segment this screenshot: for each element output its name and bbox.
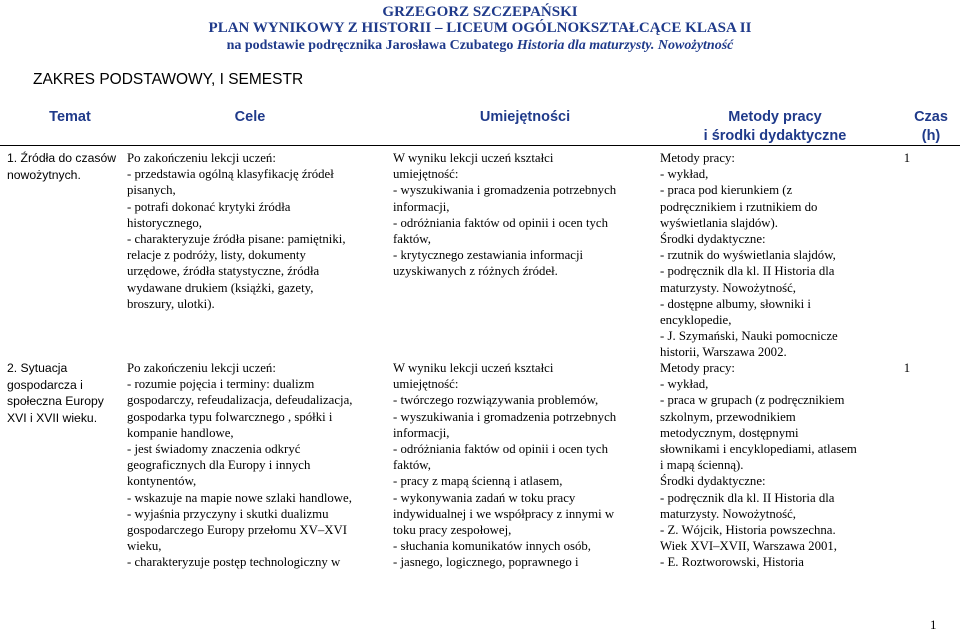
- cell-line: Środki dydaktyczne:: [660, 231, 766, 246]
- cell-line: - wskazuje na mapie nowe szlaki handlowe,: [127, 490, 352, 505]
- cell-line: Wiek XVI–XVII, Warszawa 2001,: [660, 539, 837, 554]
- cell-line: maturzysty. Nowożytność,: [660, 506, 796, 521]
- cell-line: Po zakończeniu lekcji uczeń:: [127, 151, 276, 165]
- cell-line: uzyskiwanych z różnych źródeł.: [393, 264, 558, 279]
- cell-metody: [660, 360, 890, 570]
- cell-czas: [897, 150, 917, 166]
- cell-line: - odróżniania faktów od opinii i ocen tych: [393, 215, 608, 230]
- cell-line: informacji,: [393, 199, 450, 214]
- header-czas: [902, 108, 960, 146]
- cell-line: - odróżniania faktów od opinii i ocen tych: [393, 441, 608, 456]
- cell-line: 1: [903, 361, 911, 375]
- cell-umiejetnosci: [393, 360, 648, 570]
- cell-line: toku pracy zespołowej,: [393, 522, 512, 537]
- cell-line: urzędowe, źródła statystyczne, źródła: [127, 264, 320, 279]
- cell-line: Metody pracy:: [660, 151, 735, 165]
- author-name: GRZEGORZ SZCZEPAŃSKI: [382, 4, 578, 20]
- cell-cele: [127, 360, 389, 570]
- cell-line: - J. Szymański, Nauki pomocnicze: [660, 329, 838, 344]
- cell-line: 1: [903, 151, 911, 165]
- cell-line: wieku,: [127, 539, 162, 554]
- header-cele: Cele: [234, 109, 266, 125]
- page-number: 1: [930, 617, 937, 632]
- cell-line: Środki dydaktyczne:: [660, 474, 766, 489]
- plan-subtitle: na podstawie podręcznika Jarosława Czubatego Historia dla maturzysty. Nowożytność: [226, 38, 734, 53]
- cell-line: metodycznym, dostępnymi: [660, 425, 799, 440]
- cell-line: informacji,: [393, 425, 450, 440]
- cell-line: relacje z podróży, listy, dokumenty: [127, 248, 306, 263]
- cell-line: geograficznych dla Europy i innych: [127, 458, 311, 473]
- header-metody: [650, 108, 900, 146]
- cell-line: - krytycznego zestawiania informacji: [393, 248, 584, 263]
- cell-line: broszury, ulotki).: [127, 296, 215, 311]
- cell-line: umiejętność:: [393, 167, 459, 182]
- cell-line: 2. Sytuacja: [7, 361, 68, 375]
- cell-line: - rzutnik do wyświetlania slajdów,: [660, 248, 836, 263]
- header-metody-line2: i środki dydaktyczne: [703, 128, 847, 144]
- cell-line: umiejętność:: [393, 377, 459, 392]
- cell-line: - potrafi dokonać krytyki źródła: [127, 199, 291, 214]
- cell-line: gospodarka typu folwarcznego , spółki i: [127, 409, 333, 424]
- cell-line: pisanych,: [127, 183, 176, 198]
- cell-metody: [660, 150, 890, 360]
- cell-line: szkolnym, przewodnikiem: [660, 409, 796, 424]
- cell-line: gospodarcza i: [7, 377, 83, 392]
- cell-line: faktów,: [393, 458, 431, 473]
- header-temat: Temat: [49, 109, 91, 125]
- cell-line: kontynentów,: [127, 474, 197, 489]
- cell-line: - wykonywania zadań w toku pracy: [393, 490, 576, 505]
- cell-line: wyświetlania slajdów).: [660, 215, 778, 230]
- cell-line: gospodarczy, refeudalizacja, defeudalizacja,: [127, 393, 353, 408]
- cell-line: - charakteryzuje postęp technologiczny w: [127, 555, 341, 570]
- cell-line: - rozumie pojęcia i terminy: dualizm: [127, 377, 315, 392]
- cell-line: - wyszukiwania i gromadzenia potrzebnych: [393, 409, 617, 424]
- cell-line: - przedstawia ogólną klasyfikację źródeł: [127, 167, 334, 182]
- cell-line: - dostępne albumy, słowniki i: [660, 296, 811, 311]
- cell-line: - E. Roztworowski, Historia: [660, 555, 804, 570]
- cell-line: - wyjaśnia przyczyny i skutki dualizmu: [127, 506, 329, 521]
- cell-line: wydawane drukiem (książki, gazety,: [127, 280, 314, 295]
- cell-line: - słuchania komunikatów innych osób,: [393, 539, 591, 554]
- cell-line: 1. Źródła do czasów: [7, 151, 117, 165]
- plan-title: PLAN WYNIKOWY Z HISTORII – LICEUM OGÓLNOKSZTAŁCĄCE KLASA II: [208, 20, 752, 36]
- cell-line: W wyniku lekcji uczeń kształci: [393, 361, 554, 375]
- header-czas-line2: (h): [921, 128, 941, 144]
- cell-line: kompanie handlowe,: [127, 425, 234, 440]
- cell-line: - wykład,: [660, 377, 709, 392]
- cell-line: faktów,: [393, 231, 431, 246]
- cell-line: społeczna Europy: [7, 394, 104, 408]
- cell-line: - wykład,: [660, 167, 709, 182]
- cell-line: nowożytnych.: [7, 167, 81, 182]
- cell-line: XVI i XVII wieku.: [7, 410, 98, 425]
- header-umiejetnosci: Umiejętności: [479, 109, 571, 125]
- cell-line: - jest świadomy znaczenia odkryć: [127, 441, 301, 456]
- cell-line: - podręcznik dla kl. II Historia dla: [660, 490, 835, 505]
- cell-line: gospodarczego Europy przełomu XV–XVI: [127, 522, 347, 537]
- cell-umiejetnosci: [393, 150, 648, 280]
- cell-line: encyklopedie,: [660, 312, 732, 327]
- cell-line: - wyszukiwania i gromadzenia potrzebnych: [393, 183, 617, 198]
- cell-line: i mapą ścienną).: [660, 458, 744, 473]
- cell-line: - jasnego, logicznego, poprawnego i: [393, 555, 579, 570]
- cell-line: - pracy z mapą ścienną i atlasem,: [393, 474, 563, 489]
- cell-line: - praca w grupach (z podręcznikiem: [660, 393, 845, 408]
- cell-line: Po zakończeniu lekcji uczeń:: [127, 361, 276, 375]
- cell-line: W wyniku lekcji uczeń kształci: [393, 151, 554, 165]
- scope-label: ZAKRES PODSTAWOWY, I SEMESTR: [33, 71, 304, 88]
- cell-cele: [127, 150, 389, 312]
- cell-line: podręcznikiem i rzutnikiem do: [660, 199, 818, 214]
- header-czas-line1: Czas: [914, 109, 948, 125]
- cell-line: historycznego,: [127, 215, 202, 230]
- cell-line: historii, Warszawa 2002.: [660, 345, 787, 360]
- cell-line: - Z. Wójcik, Historia powszechna.: [660, 522, 836, 537]
- cell-temat: [7, 150, 125, 183]
- cell-line: Metody pracy:: [660, 361, 735, 375]
- cell-line: maturzysty. Nowożytność,: [660, 280, 796, 295]
- cell-line: - praca pod kierunkiem (z: [660, 183, 793, 198]
- table-header-rule: [0, 145, 960, 146]
- cell-line: indywidualnej i we współpracy z innymi w: [393, 506, 615, 521]
- cell-line: słownikami i encyklopediami, atlasem: [660, 441, 857, 456]
- cell-line: - charakteryzuje źródła pisane: pamiętniki,: [127, 231, 346, 246]
- cell-temat: [7, 360, 125, 426]
- cell-czas: [897, 360, 917, 376]
- header-metody-line1: Metody pracy: [728, 109, 822, 125]
- cell-line: - podręcznik dla kl. II Historia dla: [660, 264, 835, 279]
- cell-line: - twórczego rozwiązywania problemów,: [393, 393, 599, 408]
